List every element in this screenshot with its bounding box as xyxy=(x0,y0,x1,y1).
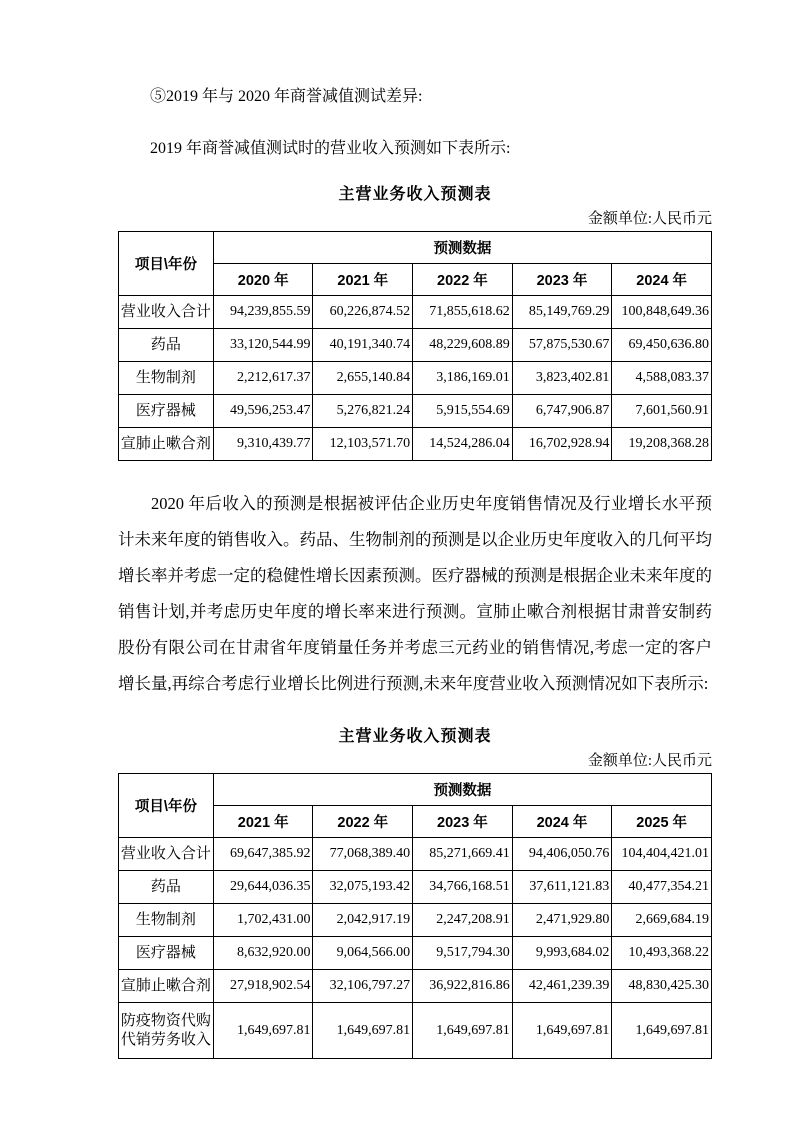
col-header-year: 2021 年 xyxy=(313,264,413,296)
row-label: 医疗器械 xyxy=(119,937,214,970)
amount-cell: 34,766,168.51 xyxy=(413,871,513,904)
amount-cell: 48,830,425.30 xyxy=(612,970,712,1003)
col-header-year: 2020 年 xyxy=(213,264,313,296)
amount-cell: 9,064,566.00 xyxy=(313,937,413,970)
amount-cell: 42,461,239.39 xyxy=(512,970,612,1003)
table-row xyxy=(119,362,712,395)
amount-cell: 60,226,874.52 xyxy=(313,296,413,329)
table-row xyxy=(119,428,712,461)
amount-cell: 1,649,697.81 xyxy=(413,1003,513,1059)
table-row xyxy=(119,871,712,904)
amount-cell: 49,596,253.47 xyxy=(213,395,313,428)
amount-cell: 2,212,617.37 xyxy=(213,362,313,395)
table2-unit-note: 金额单位:人民币元 xyxy=(587,753,712,769)
col-header-forecast-data: 预测数据 xyxy=(213,774,711,806)
row-label: 防疫物资代购代销劳务收入 xyxy=(119,1003,214,1059)
amount-cell: 33,120,544.99 xyxy=(213,329,313,362)
table-row xyxy=(119,937,712,970)
amount-cell: 9,517,794.30 xyxy=(413,937,513,970)
amount-cell: 3,186,169.01 xyxy=(413,362,513,395)
table-header-row xyxy=(119,232,712,264)
body-paragraph: 2020 年后收入的预测是根据被评估企业历史年度销售情况及行业增长水平预计未来年度的销售收入。药品、生物制剂的预测是以企业历史年度收入的几何平均增长率并考虑一定的稳健性增长因素预测。医疗器械的预测是根据企业未来年度的销售计划,并考虑历史年度的增长率来进行预测。宣肺止嗽合剂根据甘肃普安制药股份有限公司在甘肃省年度销量任务并考虑三元药业的销售情况,考虑一定的客户增长量,再综合考虑行业增长比例进行预测,未来年度营业收入预测情况如下表所示: xyxy=(118,494,712,693)
amount-cell: 9,993,684.02 xyxy=(512,937,612,970)
col-header-forecast-data: 预测数据 xyxy=(213,232,711,264)
row-label: 药品 xyxy=(119,871,214,904)
amount-cell: 85,271,669.41 xyxy=(413,838,513,871)
intro-line-1: ⑤2019 年与 2020 年商誉减值测试差异: xyxy=(150,88,423,105)
amount-cell: 2,655,140.84 xyxy=(313,362,413,395)
amount-cell: 2,471,929.80 xyxy=(512,904,612,937)
col-header-year: 2023 年 xyxy=(512,264,612,296)
amount-cell: 37,611,121.83 xyxy=(512,871,612,904)
col-header-year: 2022 年 xyxy=(313,806,413,838)
amount-cell: 1,702,431.00 xyxy=(213,904,313,937)
table-row xyxy=(119,329,712,362)
amount-cell: 5,915,554.69 xyxy=(413,395,513,428)
row-label: 生物制剂 xyxy=(119,904,214,937)
amount-cell: 29,644,036.35 xyxy=(213,871,313,904)
col-header-year: 2021 年 xyxy=(213,806,313,838)
table1-title: 主营业务收入预测表 xyxy=(338,186,492,203)
row-label: 营业收入合计 xyxy=(119,838,214,871)
row-label: 宣肺止嗽合剂 xyxy=(119,970,214,1003)
row-label: 生物制剂 xyxy=(119,362,214,395)
table-row xyxy=(119,970,712,1003)
amount-cell: 1,649,697.81 xyxy=(313,1003,413,1059)
amount-cell: 100,848,649.36 xyxy=(612,296,712,329)
amount-cell: 1,649,697.81 xyxy=(612,1003,712,1059)
amount-cell: 6,747,906.87 xyxy=(512,395,612,428)
row-label: 营业收入合计 xyxy=(119,296,214,329)
amount-cell: 71,855,618.62 xyxy=(413,296,513,329)
amount-cell: 19,208,368.28 xyxy=(612,428,712,461)
col-header-year: 2025 年 xyxy=(612,806,712,838)
amount-cell: 14,524,286.04 xyxy=(413,428,513,461)
table-row xyxy=(119,904,712,937)
table1-unit-note: 金额单位:人民币元 xyxy=(587,211,712,227)
amount-cell: 104,404,421.01 xyxy=(612,838,712,871)
amount-cell: 2,669,684.19 xyxy=(612,904,712,937)
col-header-year: 2023 年 xyxy=(413,806,513,838)
amount-cell: 10,493,368.22 xyxy=(612,937,712,970)
amount-cell: 32,106,797.27 xyxy=(313,970,413,1003)
amount-cell: 32,075,193.42 xyxy=(313,871,413,904)
amount-cell: 4,588,083.37 xyxy=(612,362,712,395)
table-header-row xyxy=(119,774,712,806)
col-header-year: 2024 年 xyxy=(512,806,612,838)
col-header-item-year: 项目\年份 xyxy=(119,232,214,296)
table-row xyxy=(119,296,712,329)
row-label: 宣肺止嗽合剂 xyxy=(119,428,214,461)
amount-cell: 1,649,697.81 xyxy=(213,1003,313,1059)
amount-cell: 7,601,560.91 xyxy=(612,395,712,428)
amount-cell: 69,647,385.92 xyxy=(213,838,313,871)
amount-cell: 2,042,917.19 xyxy=(313,904,413,937)
amount-cell: 40,477,354.21 xyxy=(612,871,712,904)
amount-cell: 57,875,530.67 xyxy=(512,329,612,362)
col-header-year: 2022 年 xyxy=(413,264,513,296)
table-row xyxy=(119,395,712,428)
amount-cell: 94,406,050.76 xyxy=(512,838,612,871)
revenue-forecast-table-2020 xyxy=(118,773,712,1059)
table2-title: 主营业务收入预测表 xyxy=(338,728,492,745)
row-label: 医疗器械 xyxy=(119,395,214,428)
amount-cell: 40,191,340.74 xyxy=(313,329,413,362)
table-row xyxy=(119,838,712,871)
amount-cell: 1,649,697.81 xyxy=(512,1003,612,1059)
col-header-year: 2024 年 xyxy=(612,264,712,296)
amount-cell: 48,229,608.89 xyxy=(413,329,513,362)
intro-line-2: 2019 年商誉减值测试时的营业收入预测如下表所示: xyxy=(150,140,511,157)
table-row xyxy=(119,1003,712,1059)
revenue-forecast-table-2019 xyxy=(118,231,712,461)
amount-cell: 3,823,402.81 xyxy=(512,362,612,395)
amount-cell: 9,310,439.77 xyxy=(213,428,313,461)
amount-cell: 36,922,816.86 xyxy=(413,970,513,1003)
amount-cell: 8,632,920.00 xyxy=(213,937,313,970)
amount-cell: 12,103,571.70 xyxy=(313,428,413,461)
row-label: 药品 xyxy=(119,329,214,362)
col-header-item-year: 项目\年份 xyxy=(119,774,214,838)
amount-cell: 27,918,902.54 xyxy=(213,970,313,1003)
amount-cell: 16,702,928.94 xyxy=(512,428,612,461)
amount-cell: 69,450,636.80 xyxy=(612,329,712,362)
amount-cell: 77,068,389.40 xyxy=(313,838,413,871)
amount-cell: 2,247,208.91 xyxy=(413,904,513,937)
amount-cell: 85,149,769.29 xyxy=(512,296,612,329)
amount-cell: 94,239,855.59 xyxy=(213,296,313,329)
amount-cell: 5,276,821.24 xyxy=(313,395,413,428)
